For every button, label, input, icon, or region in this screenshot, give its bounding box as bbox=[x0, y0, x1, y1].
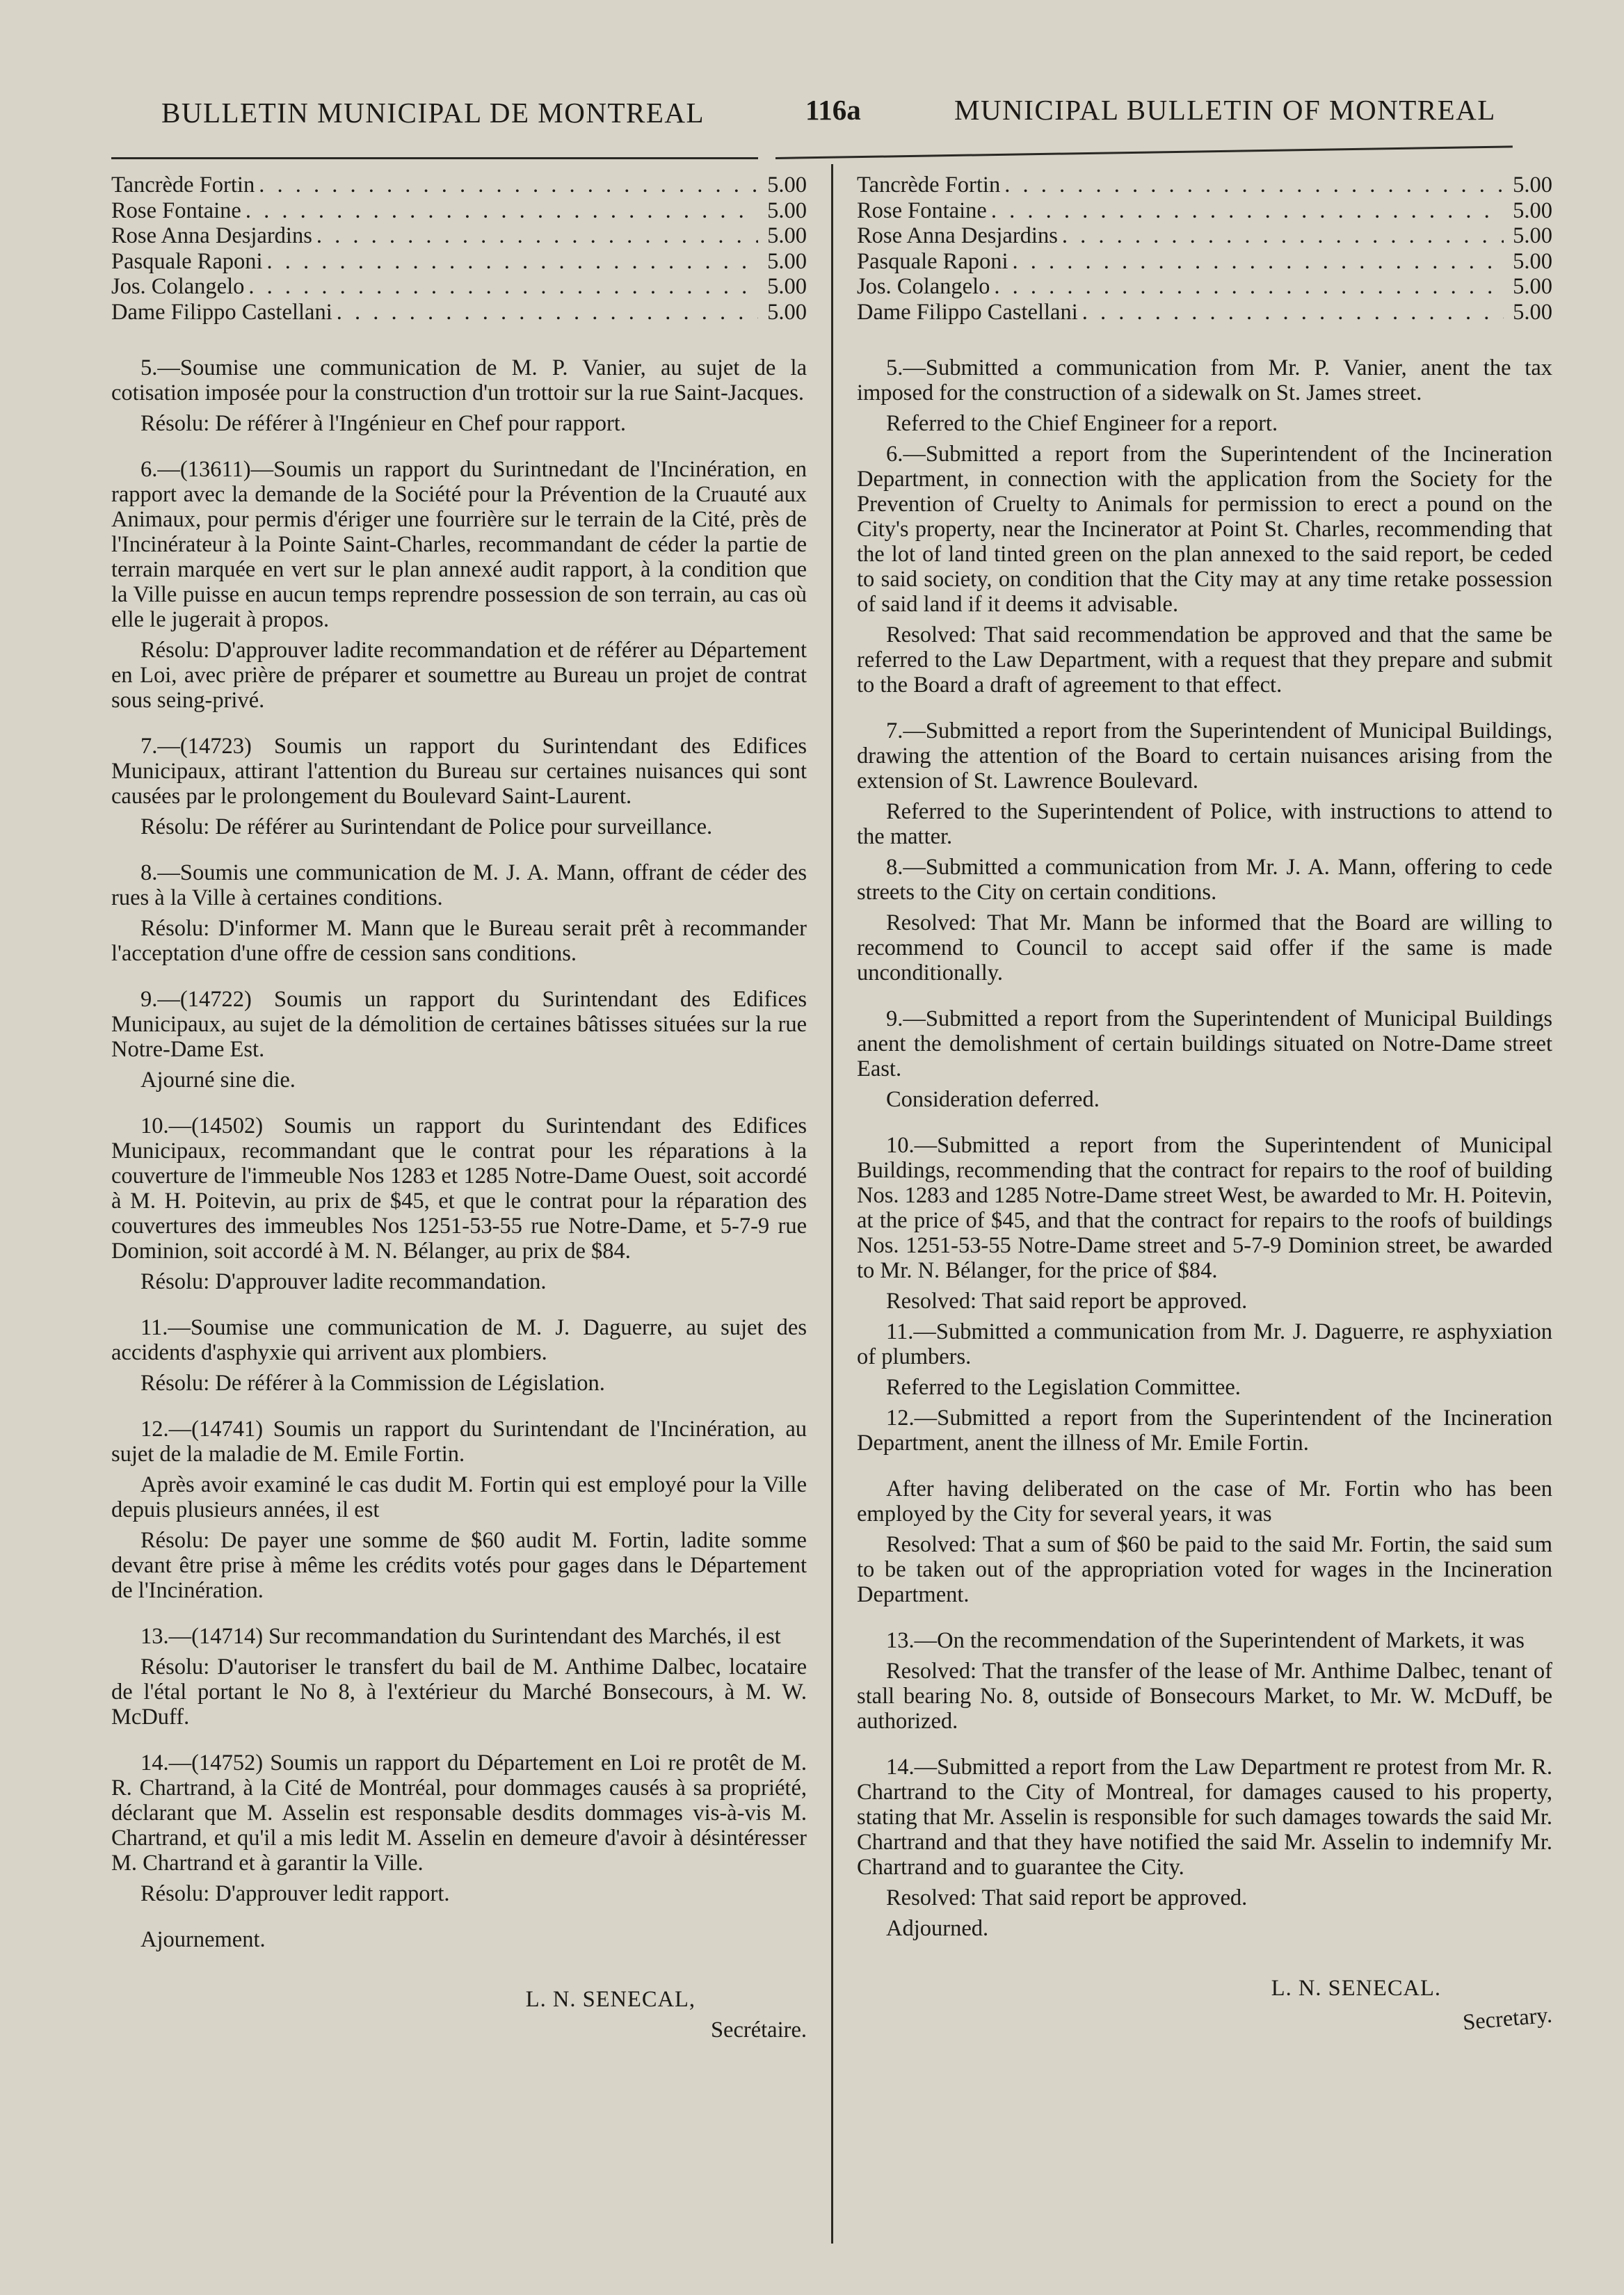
item-resolution: Résolu: D'approuver ledit rapport. bbox=[140, 1881, 450, 1906]
item-paragraph: 5.—Soumise une communication de M. P. Vanier, au sujet de la cotisation imposée pour la construction d'un trottoir sur la rue Saint-Jacques. bbox=[111, 355, 807, 405]
list-item bbox=[857, 300, 1552, 325]
item-paragraph: 14.—(14752) Soumis un rapport du Département en Loi re protêt de M. R. Chartrand, à la Cité de Montréal, pour dommages causés à sa propriété, déclarant que M. Asselin est responsable desdits dommages vis-à-vis M. Chartrand, et qu'il a mis ledit M. Asselin en demeure d'avoir à désintéresser M. Chartrand et à garantir la Ville. bbox=[111, 1750, 807, 1876]
item-paragraph: 7.—Submitted a report from the Superintendent of Municipal Buildings, drawing the attention of the Board to certain nuisances arising from the extension of St. Lawrence Boulevard. bbox=[857, 718, 1552, 794]
leader-dots bbox=[244, 274, 758, 299]
list-item bbox=[111, 274, 807, 300]
payment-amount: 5.00 bbox=[1513, 198, 1552, 223]
payment-amount: 5.00 bbox=[1513, 223, 1552, 248]
payee-name: Pasquale Raponi bbox=[857, 248, 1008, 274]
leader-dots bbox=[1078, 300, 1504, 325]
payment-amount: 5.00 bbox=[1513, 248, 1552, 274]
payment-amount: 5.00 bbox=[767, 248, 807, 274]
item-paragraph: 9.—(14722) Soumis un rapport du Surintendant des Edifices Municipaux, au sujet de la démolition de certaines bâtisses situées sur la rue Notre-Dame Est. bbox=[111, 987, 807, 1062]
item-resolution: Resolved: That said report be approved. bbox=[886, 1289, 1248, 1314]
payment-amount: 5.00 bbox=[767, 172, 807, 198]
list-item bbox=[111, 249, 807, 275]
item-paragraph: 6.—(13611)—Soumis un rapport du Surintnedant de l'Incinération, en rapport avec la demande de la Société pour la Prévention de la Cruauté aux Animaux, pour permis d'ériger une fourrière sur le terrain de la Cité, près de l'Incinérateur à la Pointe Saint-Charles, recommandant de céder la partie de terrain marquée en vert sur le plan annexé audit rapport, à la condition que la Ville puisse en aucun temps reprendre possession de son terrain, au cas où elle le jugerait à propos. bbox=[111, 457, 807, 632]
item-paragraph: 11.—Soumise une communication de M. J. Daguerre, au sujet des accidents d'asphyxie qui arrivent aux plombiers. bbox=[111, 1315, 807, 1365]
payment-amount: 5.00 bbox=[767, 299, 807, 325]
payee-name: Tancrède Fortin bbox=[111, 172, 255, 198]
closing-text: Adjourned. bbox=[886, 1916, 989, 1941]
list-item bbox=[857, 198, 1552, 224]
item-resolution: Resolved: That the transfer of the lease of Mr. Anthime Dalbec, tenant of stall bearing No. 8, outside of Bonsecours Market, to Mr. W. McDuff, be authorized. bbox=[857, 1659, 1552, 1734]
item-resolution: Resolved: That a sum of $60 be paid to the said Mr. Fortin, the said sum to be taken out of the appropriation voted for wages in the Incineration Department. bbox=[857, 1532, 1552, 1607]
payment-amount: 5.00 bbox=[767, 198, 807, 223]
signature-block bbox=[857, 1976, 1552, 2052]
payment-amount: 5.00 bbox=[767, 274, 807, 299]
leader-dots bbox=[332, 300, 758, 325]
item-resolution: Resolved: That said report be approved. bbox=[886, 1885, 1248, 1910]
item-resolution: Résolu: De référer à l'Ingénieur en Chef pour rapport. bbox=[140, 411, 627, 436]
list-item bbox=[111, 198, 807, 224]
list-item bbox=[857, 274, 1552, 300]
item-paragraph: 9.—Submitted a report from the Superintendent of Municipal Buildings anent the demolishment of certain buildings situated on Notre-Dame street East. bbox=[857, 1006, 1552, 1081]
leader-dots bbox=[1058, 223, 1504, 248]
item-resolution: Résolu: De payer une somme de $60 audit M. Fortin, ladite somme devant être prise à même les crédits votés pour gages dans le Département de l'Incinération. bbox=[111, 1528, 807, 1603]
signature-name: L. N. SENECAL, bbox=[525, 1987, 696, 2012]
item-extra: After having deliberated on the case of Mr. Fortin who has been employed by the City for several years, it was bbox=[857, 1476, 1552, 1527]
item-paragraph: 12.—(14741) Soumis un rapport du Surintendant de l'Incinération, au sujet de la maladie de M. Emile Fortin. bbox=[111, 1417, 807, 1467]
closing-text: Ajournement. bbox=[140, 1927, 266, 1952]
english-column bbox=[857, 172, 1552, 2052]
signature-title: Secrétaire. bbox=[710, 2018, 807, 2043]
item-paragraph: 8.—Submitted a communication from Mr. J. A. Mann, offering to cede streets to the City on certain conditions. bbox=[857, 855, 1552, 905]
payee-name: Pasquale Raponi bbox=[111, 248, 263, 274]
payee-name: Tancrède Fortin bbox=[857, 172, 1001, 198]
leader-dots bbox=[263, 249, 758, 274]
payee-name: Jos. Colangelo bbox=[111, 274, 245, 299]
page-number: 116a bbox=[805, 94, 861, 126]
leader-dots bbox=[990, 274, 1504, 299]
item-extra: Après avoir examiné le cas dudit M. Fortin qui est employé pour la Ville depuis plusieurs années, il est bbox=[111, 1472, 807, 1522]
payee-name: Rose Fontaine bbox=[111, 198, 241, 223]
header-rule-left bbox=[111, 157, 737, 159]
item-resolution: Referred to the Chief Engineer for a report. bbox=[886, 411, 1278, 436]
header-rule-center bbox=[716, 157, 758, 159]
payment-amount: 5.00 bbox=[1513, 172, 1552, 198]
item-resolution: Résolu: D'autoriser le transfert du bail de M. Anthime Dalbec, locataire de l'étal portant le No 8, à l'extérieur du Marché Bonsecours, à M. W. McDuff. bbox=[111, 1654, 807, 1730]
leader-dots bbox=[1000, 172, 1504, 198]
leader-dots bbox=[987, 198, 1504, 223]
list-item bbox=[111, 223, 807, 249]
item-paragraph: 7.—(14723) Soumis un rapport du Surintendant des Edifices Municipaux, attirant l'attention du Bureau sur certaines nuisances qui sont causées par le prolongement du Boulevard Saint-Laurent. bbox=[111, 734, 807, 809]
payment-amount: 5.00 bbox=[1513, 274, 1552, 299]
item-resolution: Resolved: That said recommendation be approved and that the same be referred to the Law Department, with a request that they prepare and submit to the Board a draft of agreement to that effect. bbox=[857, 622, 1552, 698]
item-paragraph: 14.—Submitted a report from the Law Department re protest from Mr. R. Chartrand to the City of Montreal, for damages caused to his property, stating that Mr. Asselin is responsible for such damages towards the said Mr. Chartrand and that they have notified the said Mr. Asselin to indemnify Mr. Chartrand and to guarantee the City. bbox=[857, 1755, 1552, 1880]
item-resolution: Résolu: De référer au Surintendant de Police pour surveillance. bbox=[140, 814, 713, 839]
item-resolution: Referred to the Superintendent of Police, with instructions to attend to the matter. bbox=[857, 799, 1552, 849]
item-resolution: Résolu: D'informer M. Mann que le Bureau serait prêt à recommander l'acceptation d'une offre de cession sans conditions. bbox=[111, 916, 807, 966]
list-item bbox=[111, 300, 807, 325]
item-paragraph: 11.—Submitted a communication from Mr. J. Daguerre, re asphyxiation of plumbers. bbox=[857, 1319, 1552, 1369]
item-paragraph: 10.—(14502) Soumis un rapport du Surintendant des Edifices Municipaux, recommandant que le contrat pour les réparations à la couverture de l'immeuble Nos 1283 et 1285 Notre-Dame Ouest, soit accordé à M. H. Poitevin, au prix de $45, et que le contrat pour la réparation des couvertures des immeubles Nos 1251-53-55 rue Notre-Dame, et 5-7-9 rue Dominion, soit accordé à M. N. Bélanger, au prix de $84. bbox=[111, 1113, 807, 1264]
item-resolution: Resolved: That Mr. Mann be informed that the Board are willing to recommend to Council to accept said offer if the same is made unconditionally. bbox=[857, 910, 1552, 985]
payment-list bbox=[857, 172, 1552, 325]
payee-name: Rose Anna Desjardins bbox=[111, 223, 312, 248]
item-paragraph: 8.—Soumis une communication de M. J. A. Mann, offrant de céder des rues à la Ville à certaines conditions. bbox=[111, 860, 807, 910]
leader-dots bbox=[255, 172, 758, 198]
payee-name: Dame Filippo Castellani bbox=[857, 299, 1078, 325]
leader-dots bbox=[241, 198, 758, 223]
list-item bbox=[857, 249, 1552, 275]
payee-name: Rose Anna Desjardins bbox=[857, 223, 1058, 248]
header-english-title: MUNICIPAL BULLETIN OF MONTREAL bbox=[954, 94, 1496, 126]
list-item bbox=[857, 223, 1552, 249]
list-item bbox=[111, 172, 807, 198]
item-resolution: Ajourné sine die. bbox=[140, 1068, 296, 1093]
item-paragraph: 5.—Submitted a communication from Mr. P. Vanier, anent the tax imposed for the construction of a sidewalk on St. James street. bbox=[857, 355, 1552, 405]
page-header bbox=[0, 96, 1624, 138]
payment-amount: 5.00 bbox=[767, 223, 807, 248]
signature-title: Secretary. bbox=[1461, 2002, 1554, 2036]
item-paragraph: 12.—Submitted a report from the Superintendent of the Incineration Department, anent the illness of Mr. Emile Fortin. bbox=[857, 1406, 1552, 1456]
item-paragraph: 10.—Submitted a report from the Superintendent of Municipal Buildings, recommending that the contract for repairs to the roof of building Nos. 1283 and 1285 Notre-Dame street West, be awarded to Mr. H. Poitevin, at the price of $45, and that the contract for repairs to the roofs of buildings Nos. 1251-53-55 Notre-Dame street and 5-7-9 Dominion street, be awarded to Mr. N. Bélanger, for the price of $84. bbox=[857, 1133, 1552, 1283]
item-paragraph: 13.—On the recommendation of the Superintendent of Markets, it was bbox=[886, 1628, 1525, 1653]
french-column bbox=[111, 172, 807, 2063]
item-resolution: Referred to the Legislation Committee. bbox=[886, 1375, 1241, 1400]
item-resolution: Résolu: De référer à la Commission de Législation. bbox=[140, 1371, 605, 1396]
payee-name: Jos. Colangelo bbox=[857, 274, 990, 299]
item-paragraph: 6.—Submitted a report from the Superintendent of the Incineration Department, in connection with the application from the Society for the Prevention of Cruelty to Animals for permission to erect a pound on the City's property, near the Incinerator at Point St. Charles, recommending that the lot of land tinted green on the plan annexed to the said report, be ceded to said society, on condition that the City may at any time retake possession of said land if it deems it advisable. bbox=[857, 442, 1552, 617]
payment-list bbox=[111, 172, 807, 325]
item-resolution: Résolu: D'approuver ladite recommandation et de référer au Département en Loi, avec prière de préparer et soumettre au Bureau un projet de contrat sous seing-privé. bbox=[111, 638, 807, 713]
payment-amount: 5.00 bbox=[1513, 299, 1552, 325]
header-french-title: BULLETIN MUNICIPAL DE MONTREAL bbox=[161, 97, 705, 129]
item-paragraph: 13.—(14714) Sur recommandation du Surintendant des Marchés, il est bbox=[140, 1624, 781, 1649]
signature-block bbox=[111, 1987, 807, 2063]
leader-dots bbox=[1008, 249, 1504, 274]
payee-name: Dame Filippo Castellani bbox=[111, 299, 332, 325]
leader-dots bbox=[312, 223, 758, 248]
signature-name: L. N. SENECAL. bbox=[1271, 1976, 1441, 2001]
item-resolution: Consideration deferred. bbox=[886, 1087, 1100, 1112]
payee-name: Rose Fontaine bbox=[857, 198, 987, 223]
column-divider bbox=[831, 164, 833, 2244]
header-rule-right bbox=[775, 145, 1513, 159]
item-resolution: Résolu: D'approuver ladite recommandation. bbox=[140, 1269, 547, 1294]
list-item bbox=[857, 172, 1552, 198]
